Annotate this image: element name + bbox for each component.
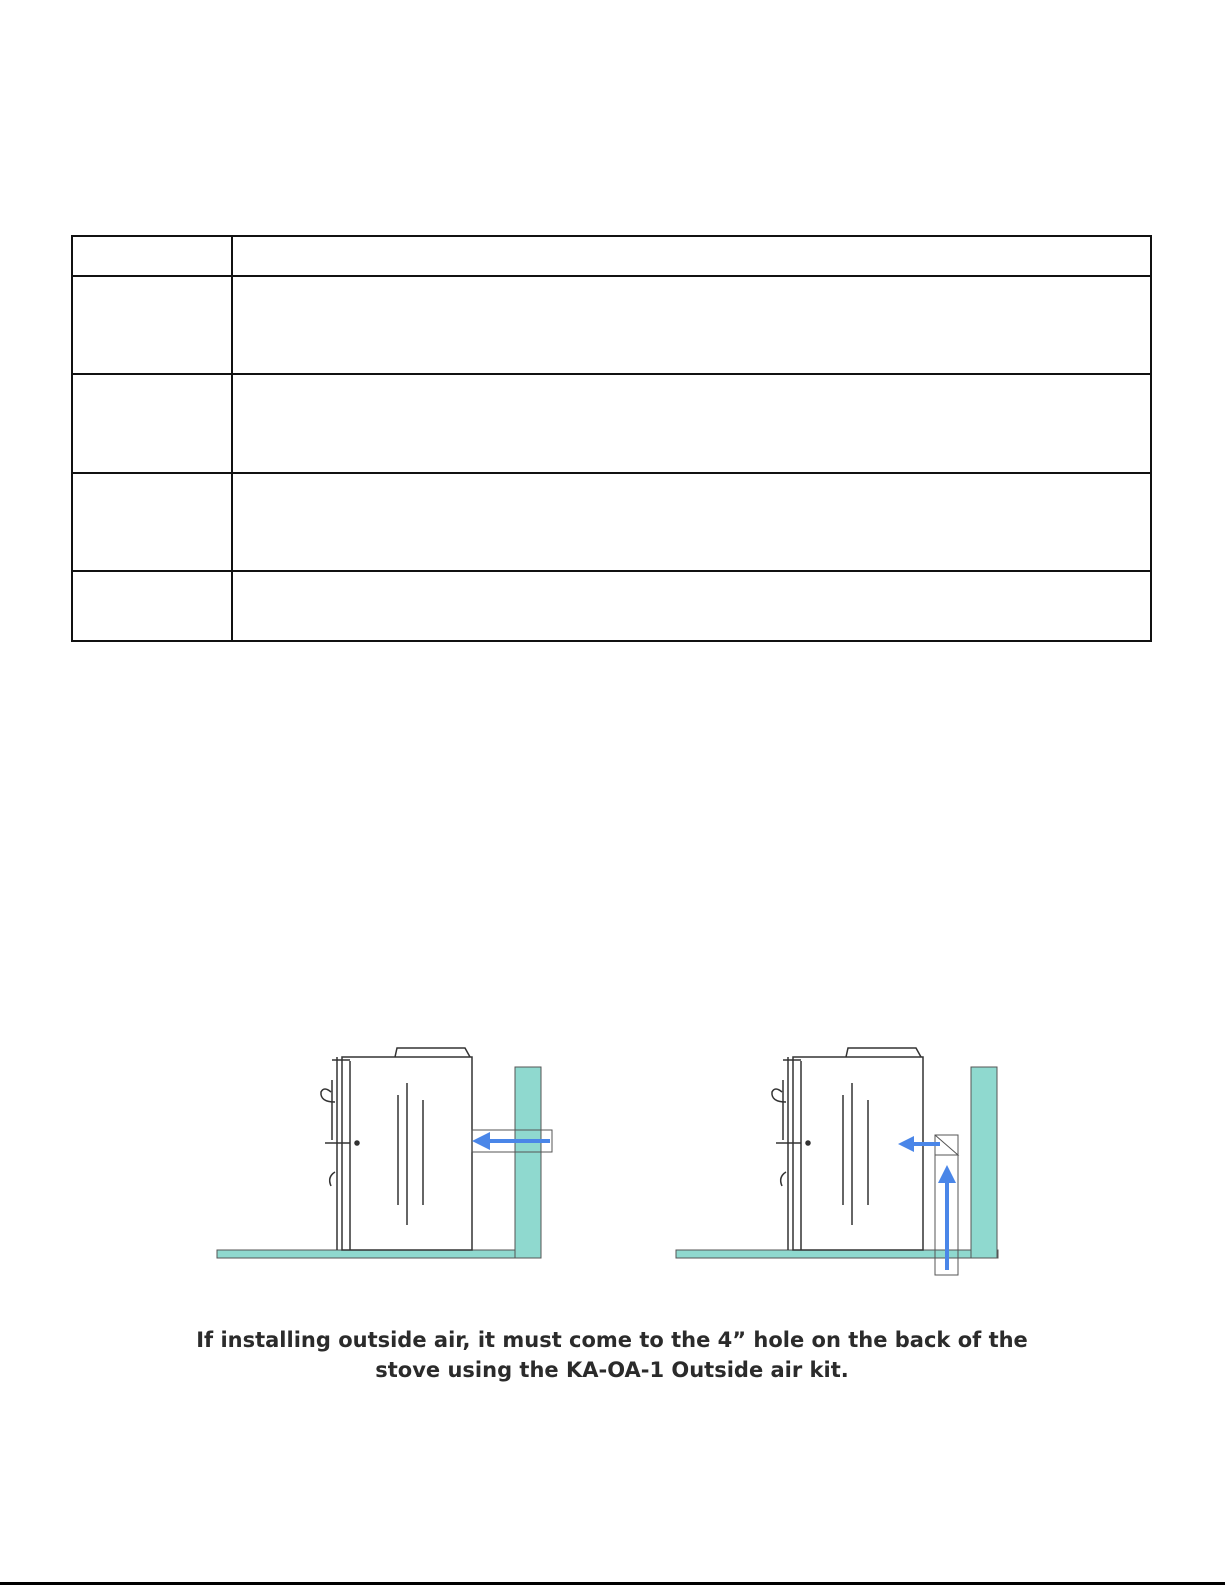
table-cell-label [72, 374, 232, 472]
floor-slab [217, 1250, 541, 1258]
stove-rear-outside-air-icon [217, 1048, 552, 1258]
air-arrow-head [898, 1136, 914, 1152]
table-cell-value [232, 374, 1151, 472]
table-row [72, 236, 1151, 276]
table-cell-label [72, 236, 232, 276]
table-cell-value [232, 276, 1151, 374]
air-arrow-head [938, 1165, 956, 1183]
table-cell-value [232, 473, 1151, 571]
rear-wall [515, 1067, 541, 1258]
caption-line-2: stove using the KA-OA-1 Outside air kit. [375, 1358, 849, 1382]
outside-air-diagram [200, 1020, 1040, 1310]
diagram-caption [150, 1325, 1074, 1385]
table-cell-value [232, 236, 1151, 276]
table-row [72, 276, 1151, 374]
table-cell-label [72, 473, 232, 571]
table-cell-label [72, 571, 232, 641]
stove-icon [321, 1048, 472, 1250]
table-cell-label [72, 276, 232, 374]
table-row [72, 473, 1151, 571]
spec-table [71, 235, 1152, 642]
air-arrow-head [472, 1132, 490, 1150]
caption-line-1: If installing outside air, it must come to the 4” hole on the back of the [196, 1328, 1028, 1352]
floor-slab [676, 1250, 998, 1258]
stove-floor-outside-air-icon [676, 1048, 998, 1275]
rear-wall [971, 1067, 997, 1258]
table-cell-value [232, 571, 1151, 641]
table-row [72, 374, 1151, 472]
stove-icon [772, 1048, 923, 1250]
table-row [72, 571, 1151, 641]
